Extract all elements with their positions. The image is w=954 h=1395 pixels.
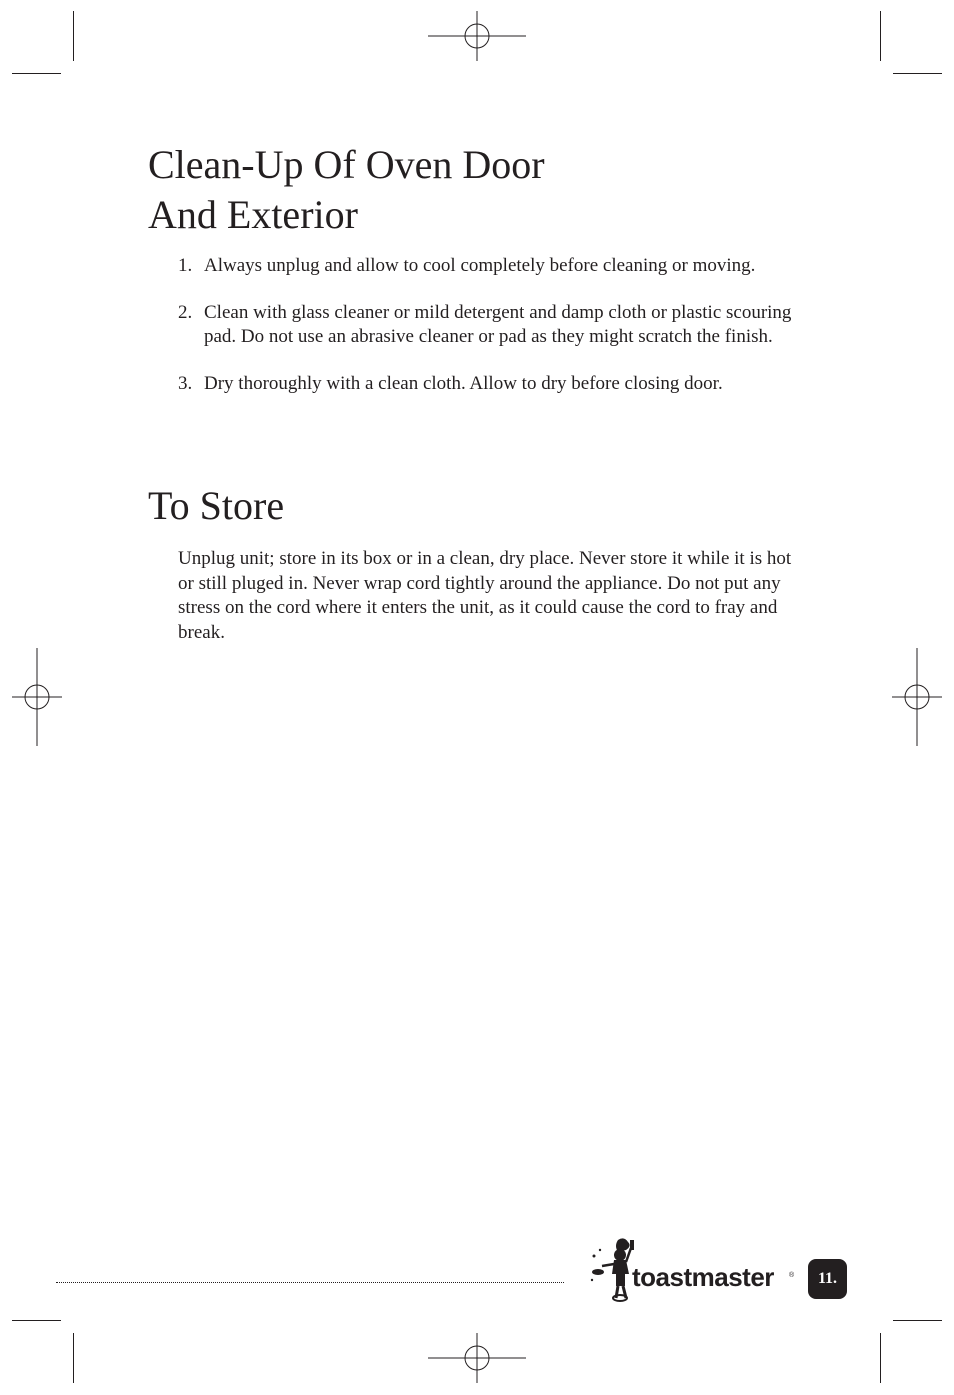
step-number: 3.: [178, 372, 193, 394]
registration-mark-bottom: [428, 1333, 526, 1383]
list-item: [178, 372, 803, 397]
list-item: [178, 301, 803, 350]
brand-logo: [590, 1236, 800, 1304]
step-number: 2.: [178, 301, 193, 323]
step-text: Clean with glass cleaner or mild detergent and damp cloth or plastic scouring pad. Do not use an abrasive cleaner or pad as they might scratch the finish.: [204, 301, 792, 347]
page-number-badge: [808, 1259, 847, 1299]
registered-mark: ®: [789, 1272, 795, 1279]
cleanup-title: [148, 140, 788, 240]
crop-mark: [73, 1333, 74, 1383]
registration-mark-right: [892, 648, 942, 746]
registration-mark-left: [12, 648, 62, 746]
cleanup-title-line2: And Exterior: [148, 192, 358, 237]
crop-mark: [73, 11, 74, 61]
crop-mark: [893, 73, 942, 74]
cleanup-title-line1: Clean-Up Of Oven Door: [148, 142, 545, 187]
store-paragraph: Unplug unit; store in its box or in a clean, dry place. Never store it while it is hot or still pluged in. Never wrap cord tightly around the appliance. Do not put any stress on the cord where it enters the unit, as it could cause the cord to fray and break.: [178, 548, 792, 643]
footer-dotted-rule: [56, 1282, 564, 1283]
crop-mark: [880, 11, 881, 61]
step-text: Dry thoroughly with a clean cloth. Allow to dry before closing door.: [204, 372, 723, 394]
brand-name: toastmaster: [632, 1262, 774, 1292]
step-text: Always unplug and allow to cool completely before cleaning or moving.: [204, 255, 756, 276]
crop-mark: [893, 1320, 942, 1321]
cleanup-steps-list: [178, 254, 803, 418]
crop-mark: [12, 73, 61, 74]
page-number: 11.: [817, 1270, 838, 1287]
list-item: [178, 254, 803, 279]
registration-mark-top: [428, 11, 526, 61]
step-number: 1.: [178, 255, 193, 276]
store-title: To Store: [148, 483, 285, 528]
crop-mark: [880, 1333, 881, 1383]
crop-mark: [12, 1320, 61, 1321]
chef-mascot-icon: [590, 1236, 634, 1302]
